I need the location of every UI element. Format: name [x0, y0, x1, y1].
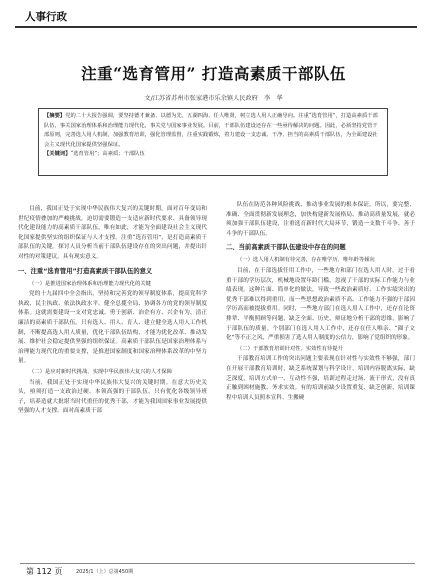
body-paragraph: 当前，我国正处于实现中华民族伟大复兴的关键时期。在意大历史关头，亟须打造一支政治过硬、本领高强的干部队伍。只有优化各级领导班子，培养造就大批堪当时代重任的优秀干部，才能为我国国家事业发展提供坚强的人才支撑。面对高素质干部	[18, 379, 207, 415]
body-paragraph: 目前，我国正处于实现中华民族伟大复兴的关键时期，面对百年变局和世纪疫情叠加的严峻挑战，迫切需要锻造一支适应新时代要求、具备领导现代化建设能力的高素质干部队伍。唯有如此，才能为全面建设社会主义现代化国家提供坚实的组织保证与人才支撑。注重“选育管用”，是打造高素质干部队伍的关键。探讨人员分析当前干部队伍建设存在的突出问题，并提出针对性的对策建议，具有现实意义。	[18, 206, 207, 260]
byline: 文/江苏省苏州市张家港市乐余镇人民政府 李 华	[144, 95, 283, 102]
abstract-paragraph	[44, 112, 382, 150]
left-column	[18, 205, 207, 418]
abstract-label: 【摘要】	[44, 113, 66, 119]
body-paragraph: 目前，在干部选拔任用工作中，一些地方和部门在选人用人时，过于看重干部的学历层次，机械地设置年龄门槛，忽视了干部的实际工作能力与业绩表现。这种片面、简单化的做法，导致一些政治素质好、工作实绩突出的优秀干部难以得到重用，而一些思想政治素质不高、工作能力不强的干部因学历高而被提拔重用。同时，一些地方部门在选人用人工作中，还存在论资排辈、平衡照顾等问题，缺乏全面、历史、辩证地分析干部的思维，影响了干部队伍的质量。个别部门在选人用人工作中，还存在任人唯亲、“圈子文化”等不正之风，严重损害了选人用人制度的公信力，影响了党组织的形象。	[226, 267, 415, 342]
page-number: 第 112 页	[26, 567, 63, 576]
section-heading-1: 一、注重“选育管用”打造高素质干部队伍的意义	[18, 267, 153, 275]
subheading: （一）选人用人机制有待完善，存在唯学历、唯年龄等倾向	[237, 257, 375, 264]
abstract-box	[38, 108, 388, 176]
section-label: 人事行政	[25, 11, 67, 23]
keywords-text: “选育管用”；高素质；干部队伍	[70, 151, 145, 157]
page-footer	[20, 563, 415, 577]
abstract-text: 党的二十大报告强调，要坚持德才兼备、以德为先、五湖四海、任人唯贤，树立选人用人正确导向。注重“选育管用”，打造高素质干部队伍，事关国家治理体系和治理能力现代化，事关党与国家事业发展。目前，干部队伍建设还存在一些亟待解决的问题。因此，必须坚持党管干部原则，完善选人用人机制，加强教育培训，强化管理监督，注重实践锻炼，着力建设一支忠诚、干净、担当的高素质干部队伍，为全面建设社会主义现代化国家提供坚强保证。	[44, 113, 378, 148]
keywords-paragraph	[44, 150, 382, 160]
right-column	[226, 201, 415, 404]
subheading: （二）是应对新时代挑战、实现中华民族伟大复兴的人才保障	[29, 368, 173, 375]
section-heading-2: 二、当前高素质干部队伍建设中存在的问题	[226, 244, 346, 252]
footer-rule	[20, 563, 415, 564]
subheading: （二）干部教育培训针对性、实效性有待提升	[237, 345, 343, 352]
section-header	[15, 8, 415, 24]
keywords-label: 【关键词】	[44, 151, 71, 157]
article-title: 注重“选育管用” 打造高素质干部队伍	[81, 64, 346, 83]
body-paragraph: 队伍在防范各种风险挑战、推动事业发展的根本保证，所以，要完整、准确、全面贯彻新发展理念，加快构建新发展格局、推动高质量发展，就必须加强干部队伍建设，注重选育新时代大局环节，锻造一支数千斗争、善于斗争的干部队伍。	[226, 202, 415, 237]
body-paragraph: 党的十九届四中全会指出，坚持和完善党的领导制度体系，提高党科学执政、民主执政、依法执政水平。健全总揽全局、协调各方的党的领导制度体系。这就需要建设一支对党忠诚、勇于创新、治企有方、兴企有为、清正廉洁的高素质干部队伍。只有选人、用人、育人、建立健全选人用人工作机制，不断提高选人用人质量，优化干部队伍结构，才能为优化改革、推动发展、维护社会稳定提供坚强的组织保证。高素质干部队伍是国家治理体系与治理能力现代化的重要支撑，是推进国家制度和国家治理体系改革的中坚力量。	[18, 291, 207, 365]
subheading: （一）是推进国家治理体系和治理能力现代化的关键	[29, 280, 151, 287]
issue-info: 2025/1（上）总第450期	[76, 569, 134, 575]
section-rule	[15, 26, 417, 28]
body-paragraph: 干部教育培训工作的突出问题主要表现在针对性与实效性不够强，部门在开展干部教育培训时，缺乏系统谋划与科学设计，培训内容脱离实际，缺乏深度，培训方式单一、互动性不强，培训过程走过场、流于形式，没有真正触到困材施教、务求实效。有的培训前缺少设置重复、缺乏创新，培训课程中培训人员照本宣科、生搬硬	[226, 356, 415, 401]
